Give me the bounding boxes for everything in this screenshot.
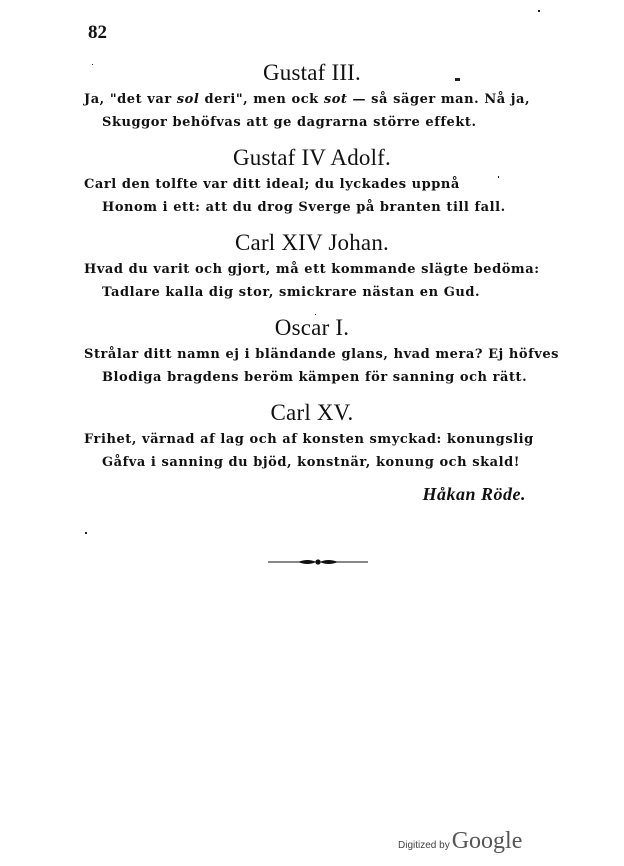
poem-heading-gustaf-iv-adolf: Gustaf IV Adolf. [232,145,391,170]
poem-heading-oscar-i: Oscar I. [274,315,350,340]
verse-line: Blodiga bragdens beröm kämpen för sanning och rätt. [102,370,528,385]
scan-speck [92,64,93,65]
verse-line: Gåfva i sanning du bjöd, konstnär, konung och skald! [102,455,520,470]
verse-line: Frihet, värnad af lag och af konsten smyckad: konungslig [84,432,534,447]
end-ornament-icon [268,556,368,568]
verse-line: Strålar ditt namn ej i bländande glans, hvad mera? Ej höfves [84,347,560,362]
watermark-brand: Google [451,828,523,854]
scan-speck [85,532,87,534]
poem-heading-carl-xiv-johan: Carl XIV Johan. [235,230,389,255]
poem-heading-carl-xv: Carl XV. [270,400,354,425]
verse-line: Carl den tolfte var ditt ideal; du lyckades uppnå [84,177,460,192]
verse-line: Ja, "det var sol deri", men ock sot — så säger man. Nå ja, [84,92,531,107]
verse-line: Skuggor behöfvas att ge dagrarna större effekt. [102,115,477,130]
author-signature: Håkan Röde. [422,484,526,504]
verse-line: Tadlare kalla dig stor, smickrare nästan en Gud. [102,285,481,300]
scan-speck [455,78,460,81]
scan-speck [315,314,316,315]
page-number: 82 [88,22,107,43]
verse-line: Hvad du varit och gjort, må ett kommande slägte bedöma: [84,262,540,277]
scan-speck [498,176,499,178]
watermark-prefix: Digitized by [398,840,450,851]
italic-word: sol [176,92,200,107]
digitized-by-google-watermark [398,828,522,855]
verse-line: Honom i ett: att du drog Sverge på branten till fall. [102,200,506,215]
poem-heading-gustaf-iii: Gustaf III. [263,60,361,85]
italic-word: sot [323,92,348,107]
scan-speck [538,10,540,12]
